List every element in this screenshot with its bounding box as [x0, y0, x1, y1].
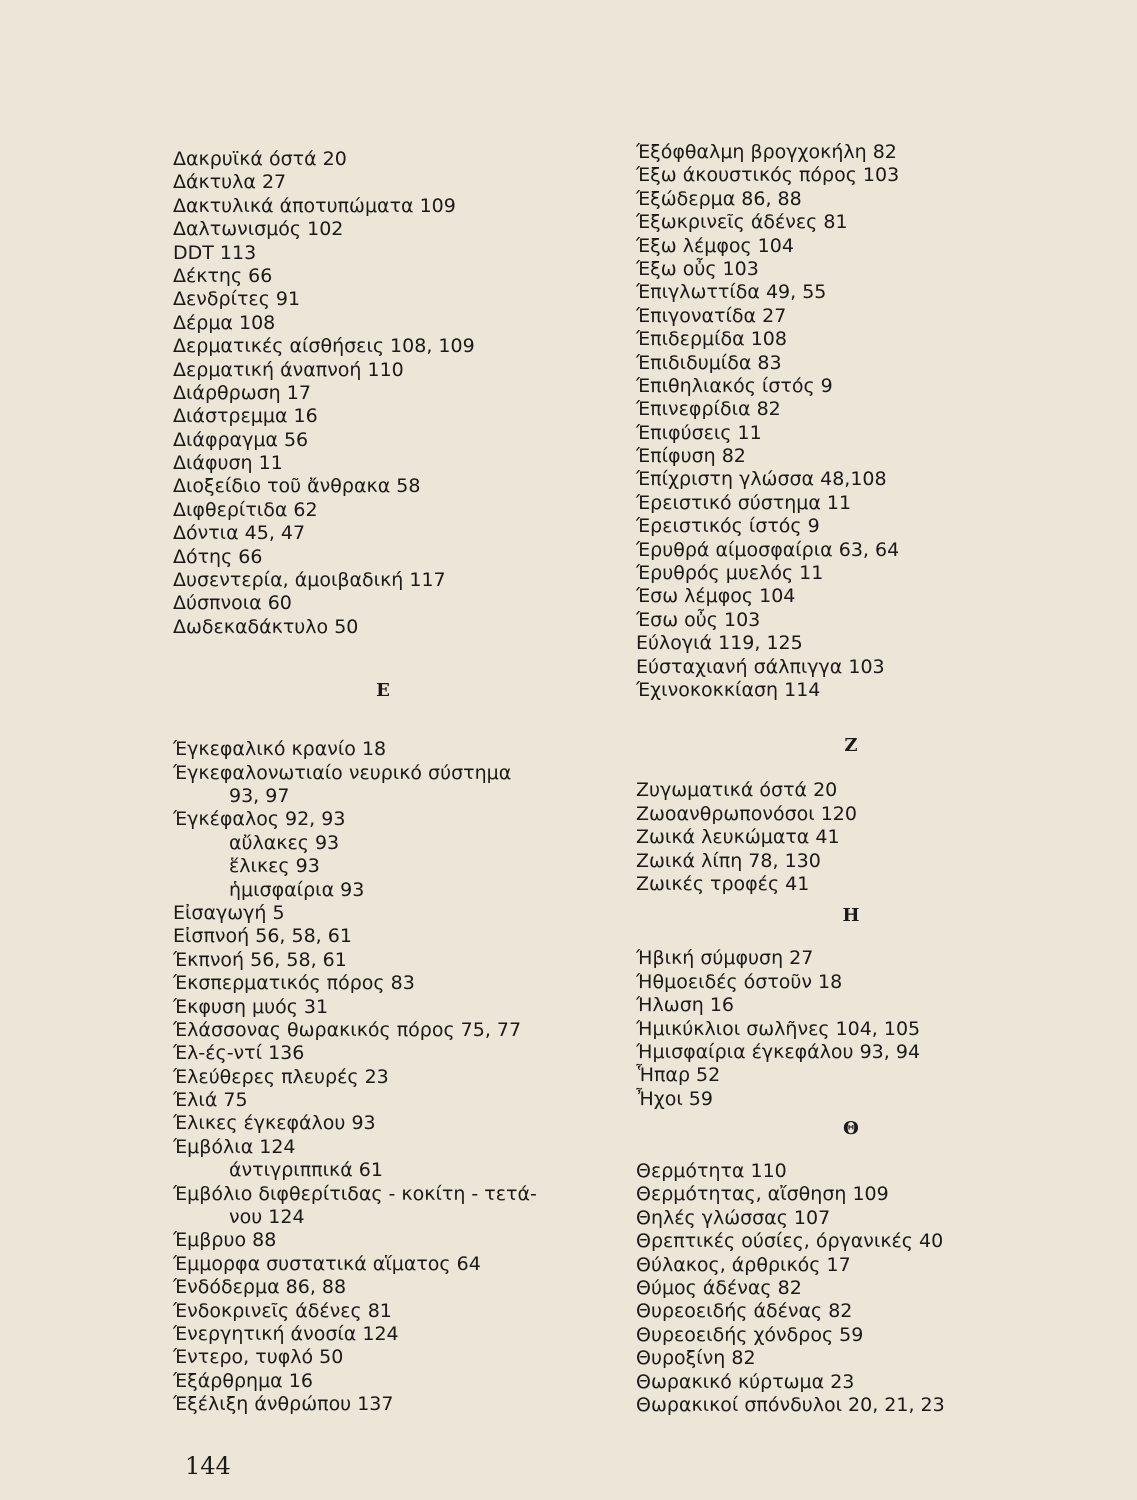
index-group-eta	[636, 947, 1066, 1111]
index-entry: Έπίφυση 82	[636, 445, 746, 468]
index-entry: Δύσπνοια 60	[173, 592, 292, 615]
index-entry: αὔλακες 93	[229, 831, 340, 854]
index-entry: Δάκτυλα 27	[173, 171, 287, 194]
index-entry: Ζυγωματικά όστά 20	[636, 779, 838, 802]
index-entry: Δενδρίτες 91	[173, 288, 301, 311]
index-entry: Ἧπαρ 52	[636, 1064, 721, 1087]
index-entry: Έπιφύσεις 11	[636, 421, 762, 444]
index-entry: Έλιά 75	[173, 1089, 248, 1112]
index-entry: Έπιδερμίδα 108	[636, 328, 787, 351]
index-entry: DDT 113	[173, 241, 257, 264]
index-entry: Έξω οὖς 103	[636, 257, 759, 280]
index-entry: Έμβόλιο διφθερίτιδας - κοκίτη - τετά-	[173, 1182, 537, 1205]
index-entry: Έπιγονατίδα 27	[636, 304, 787, 327]
index-entry: Ζωοανθρωπονόσοι 120	[636, 802, 857, 825]
index-entry: Δακρυϊκά όστά 20	[173, 148, 347, 170]
index-entry: Έκσπερματικός πόρος 83	[173, 972, 415, 995]
index-entry: ἕλικες 93	[229, 855, 320, 878]
index-entry: Έπίχριστη γλώσσα 48,108	[636, 468, 887, 491]
index-entry: Έμβρυο 88	[173, 1229, 277, 1252]
index-entry: Διοξείδιο τοῦ ἄνθρακα 58	[173, 475, 421, 498]
index-entry: Έξέλιξη άνθρώπου 137	[173, 1393, 394, 1416]
index-entry: Έμβόλια 124	[173, 1135, 296, 1158]
page-number: 144	[185, 1452, 231, 1480]
index-entry: Ζωικές τροφές 41	[636, 872, 810, 895]
left-column	[173, 148, 593, 1417]
index-entry: Θηλές γλώσσας 107	[636, 1206, 831, 1229]
index-entry: Ένεργητική άνοσία 124	[173, 1322, 399, 1345]
index-group-epsilon-continued	[636, 141, 1066, 702]
index-entry: Ζωικά λευκώματα 41	[636, 826, 840, 849]
index-entry: Έχινοκοκκίαση 114	[636, 678, 821, 701]
index-entry: Έντερο, τυφλό 50	[173, 1346, 344, 1369]
index-entry: Έλικες έγκεφάλου 93	[173, 1112, 376, 1135]
index-entry: Έπιδιδυμίδα 83	[636, 351, 782, 374]
index-entry: Έξάρθρημα 16	[173, 1369, 313, 1392]
index-entry: Έπινεφρίδια 82	[636, 398, 781, 421]
index-entry: Ήβική σύμφυση 27	[636, 947, 814, 970]
index-entry: Ήμικύκλιοι σωλῆνες 104, 105	[636, 1017, 921, 1040]
index-entry: Διάφυση 11	[173, 452, 283, 475]
index-entry: Δαλτωνισμός 102	[173, 218, 344, 241]
section-letter-theta: Θ	[843, 1118, 859, 1140]
index-entry: Διάστρεμμα 16	[173, 405, 318, 428]
index-entry: Θρεπτικές ούσίες, όργανικές 40	[636, 1230, 944, 1253]
index-entry: Έλεύθερες πλευρές 23	[173, 1065, 389, 1088]
index-entry: Έρυθρός μυελός 11	[636, 562, 824, 585]
index-entry: Δότης 66	[173, 545, 263, 568]
index-entry: Θερμότητας, αἴσθηση 109	[636, 1183, 889, 1206]
index-entry: Ένδοκρινεῖς άδένες 81	[173, 1299, 392, 1322]
index-entry: Θύλακος, άρθρικός 17	[636, 1253, 851, 1276]
index-entry: Ήθμοειδές όστοῦν 18	[636, 970, 843, 993]
index-entry: Έγκεφαλικό κρανίο 18	[173, 738, 387, 761]
section-letter-epsilon: Ε	[376, 680, 390, 702]
index-entry: Έλ-ές-ντί 136	[173, 1042, 305, 1065]
index-entry: Έσω οὖς 103	[636, 608, 761, 631]
index-entry: Διάφραγμα 56	[173, 428, 309, 451]
index-entry: Έξωκρινεῖς άδένες 81	[636, 211, 848, 234]
index-entry: Ήλωση 16	[636, 994, 735, 1017]
index-entry: Θύμος άδένας 82	[636, 1277, 802, 1300]
index-entry: Έρυθρά αίμοσφαίρια 63, 64	[636, 538, 900, 561]
index-entry: Έγκέφαλος 92, 93	[173, 808, 346, 831]
index-group-zeta	[636, 779, 1066, 896]
index-group-delta	[173, 148, 593, 639]
section-letter-eta: Η	[842, 905, 860, 927]
index-entry: Δέκτης 66	[173, 264, 273, 287]
index-entry: Έκπνοή 56, 58, 61	[173, 948, 347, 971]
index-entry: Θυρεοειδής χόνδρος 59	[636, 1323, 864, 1346]
index-entry: Δέρμα 108	[173, 311, 276, 334]
index-entry: Δόντια 45, 47	[173, 522, 306, 545]
index-entry: ἡμισφαίρια 93	[229, 878, 365, 901]
index-entry: Δερματική άναπνοή 110	[173, 358, 404, 381]
index-entry: Έμμορφα συστατικά αἵματος 64	[173, 1252, 481, 1275]
index-entry: Εύλογιά 119, 125	[636, 632, 803, 655]
index-entry: Δακτυλικά άποτυπώματα 109	[173, 194, 456, 217]
index-entry: Έρειστικός ίστός 9	[636, 515, 820, 538]
section-letter-zeta: Ζ	[844, 735, 858, 757]
index-entry: Εἰσπνοή 56, 58, 61	[173, 925, 352, 948]
index-entry: Δωδεκαδάκτυλο 50	[173, 615, 359, 638]
index-entry: Θερμότητα 110	[636, 1160, 787, 1183]
index-entry: Έξόφθαλμη βρογχοκήλη 82	[636, 141, 897, 163]
index-entry: Θυρεοειδής άδένας 82	[636, 1300, 853, 1323]
index-entry: Θυροξίνη 82	[636, 1347, 756, 1370]
index-entry: Δερματικές αίσθήσεις 108, 109	[173, 335, 475, 358]
index-entry: 93, 97	[229, 784, 290, 807]
index-entry: Διάρθρωση 17	[173, 381, 311, 404]
right-column	[636, 141, 1066, 1417]
index-group-epsilon	[173, 738, 593, 1416]
index-entry: Έγκεφαλονωτιαίο νευρικό σύστημα	[173, 761, 512, 784]
index-group-theta	[636, 1160, 1066, 1417]
index-entry: Θωρακικοί σπόνδυλοι 20, 21, 23	[636, 1393, 945, 1416]
index-entry: Ζωικά λίπη 78, 130	[636, 849, 821, 872]
index-entry: Έκφυση μυός 31	[173, 995, 329, 1018]
index-entry: Θωρακικό κύρτωμα 23	[636, 1370, 855, 1393]
index-entry: Έξω άκουστικός πόρος 103	[636, 164, 900, 187]
index-entry: Ήμισφαίρια έγκεφάλου 93, 94	[636, 1040, 921, 1063]
index-entry: Ἦχοι 59	[636, 1087, 713, 1110]
index-entry: Εύσταχιανή σάλπιγγα 103	[636, 655, 885, 678]
index-entry: Έπιγλωττίδα 49, 55	[636, 281, 827, 304]
index-entry: Ένδόδερμα 86, 88	[173, 1276, 347, 1299]
index-entry: Δυσεντερία, άμοιβαδική 117	[173, 569, 446, 592]
index-entry: Έσω λέμφος 104	[636, 585, 796, 608]
index-entry: Εἰσαγωγή 5	[173, 901, 285, 924]
index-entry: Έλάσσονας θωρακικός πόρος 75, 77	[173, 1018, 522, 1041]
index-entry: νου 124	[229, 1206, 305, 1229]
index-entry: Έπιθηλιακός ίστός 9	[636, 374, 833, 397]
index-entry: Έρειστικό σύστημα 11	[636, 491, 852, 514]
index-entry: Διφθερίτιδα 62	[173, 498, 318, 521]
index-entry: Έξώδερμα 86, 88	[636, 187, 802, 210]
index-entry: Έξω λέμφος 104	[636, 234, 794, 257]
index-entry: άντιγριππικά 61	[229, 1159, 383, 1182]
